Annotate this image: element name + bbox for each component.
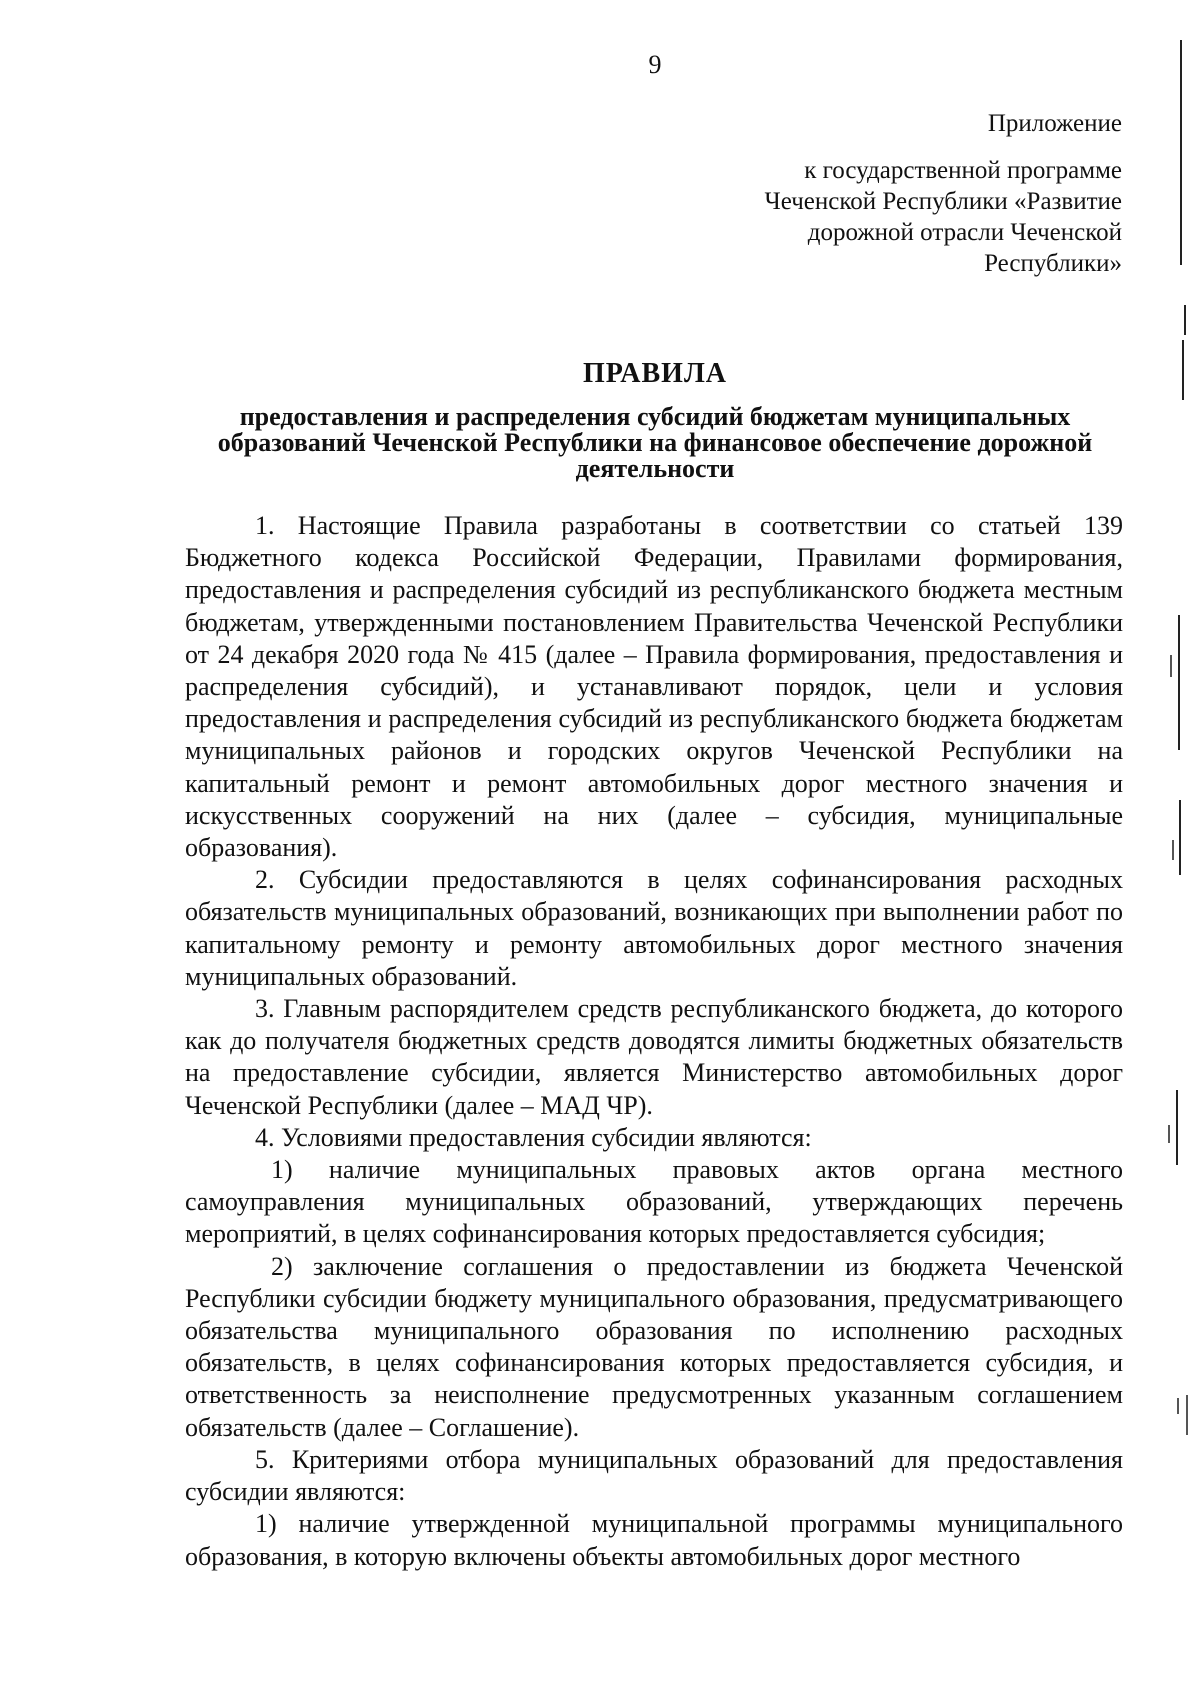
scan-margin-mark (1168, 1125, 1170, 1143)
paragraph: 1. Настоящие Правила разработаны в соответствии со статьей 139 Бюджетного кодекса Российской Федерации, Правилами формирования, предоставления и распределения субсидий из республиканского бюджета местным бюджетам, утвержденными постановлением Правительства Чеченской Республики от 24 декабря 2020 года № 415 (далее – Правила формирования, предоставления и распределения субсидий), и устанавливают порядок, цели и условия предоставления и распределения субсидий из республиканского бюджета бюджетам муниципальных районов и городских округов Чеченской Республики на капитальный ремонт и ремонт автомобильных дорог местного значения и искусственных сооружений на них (далее – субсидия, муниципальные образования). (185, 511, 1123, 863)
paragraph: 4. Условиями предоставления субсидии являются: (255, 1122, 812, 1152)
paragraph: 1) наличие утвержденной муниципальной программы муниципального образования, в которую включены объекты автомобильных дорог местного (185, 1509, 1123, 1571)
appendix-line: Республики» (984, 250, 1122, 277)
paragraph: 1) наличие муниципальных правовых актов органа местного самоуправления муниципальных образований, утверждающих перечень мероприятий, в целях софинансирования которых предоставляется субсидия; (185, 1155, 1123, 1249)
appendix-line: к государственной программе (804, 157, 1122, 184)
scan-margin-mark (1170, 655, 1172, 677)
title-block (185, 358, 1125, 482)
scan-margin-mark (1184, 305, 1186, 335)
appendix-note (765, 108, 1123, 279)
document-body (185, 510, 1123, 1573)
page-number: 9 (648, 50, 662, 79)
scan-margin-mark (1180, 40, 1182, 265)
appendix-line: Приложение (987, 110, 1122, 137)
document-title: ПРАВИЛА (582, 358, 728, 389)
scan-margin-mark (1178, 615, 1180, 750)
paragraph: 2) заключение соглашения о предоставлении из бюджета Чеченской Республики субсидии бюджету муниципального образования, предусматривающего обязательства муниципального образования по исполнению расходных обязательств, в целях софинансирования которых предоставляется субсидия, и ответственность за неисполнение предусмотренных указанным соглашением обязательств (далее – Соглашение). (185, 1251, 1123, 1442)
paragraph: 2. Субсидии предоставляются в целях софинансирования расходных обязательств муниципальных образований, возникающих при выполнении работ по капитальному ремонту и ремонту автомобильных дорог местного значения муниципальных образований. (185, 865, 1123, 991)
scan-margin-mark (1172, 840, 1174, 860)
document-subtitle: предоставления и распределения субсидий бюджетам муниципальных образований Чеченской Республики на финансовое обеспечение дорожной деятельности (217, 402, 1093, 483)
scan-margin-mark (1182, 340, 1184, 400)
scan-margin-mark (1186, 1395, 1188, 1435)
paragraph: 3. Главным распорядителем средств республиканского бюджета, до которого как до получателя бюджетных средств доводятся лимиты бюджетных обязательств на предоставление субсидии, является Министерство автомобильных дорог Чеченской Республики (далее – МАД ЧР). (185, 994, 1123, 1120)
scan-margin-mark (1177, 1398, 1179, 1414)
scan-margin-mark (1179, 800, 1181, 875)
paragraph: 5. Критериями отбора муниципальных образований для предоставления субсидии являются: (185, 1444, 1123, 1507)
appendix-line: Чеченской Республики «Развитие (764, 188, 1122, 215)
appendix-line: дорожной отрасли Чеченской (807, 219, 1122, 246)
scan-margin-mark (1176, 1090, 1178, 1165)
